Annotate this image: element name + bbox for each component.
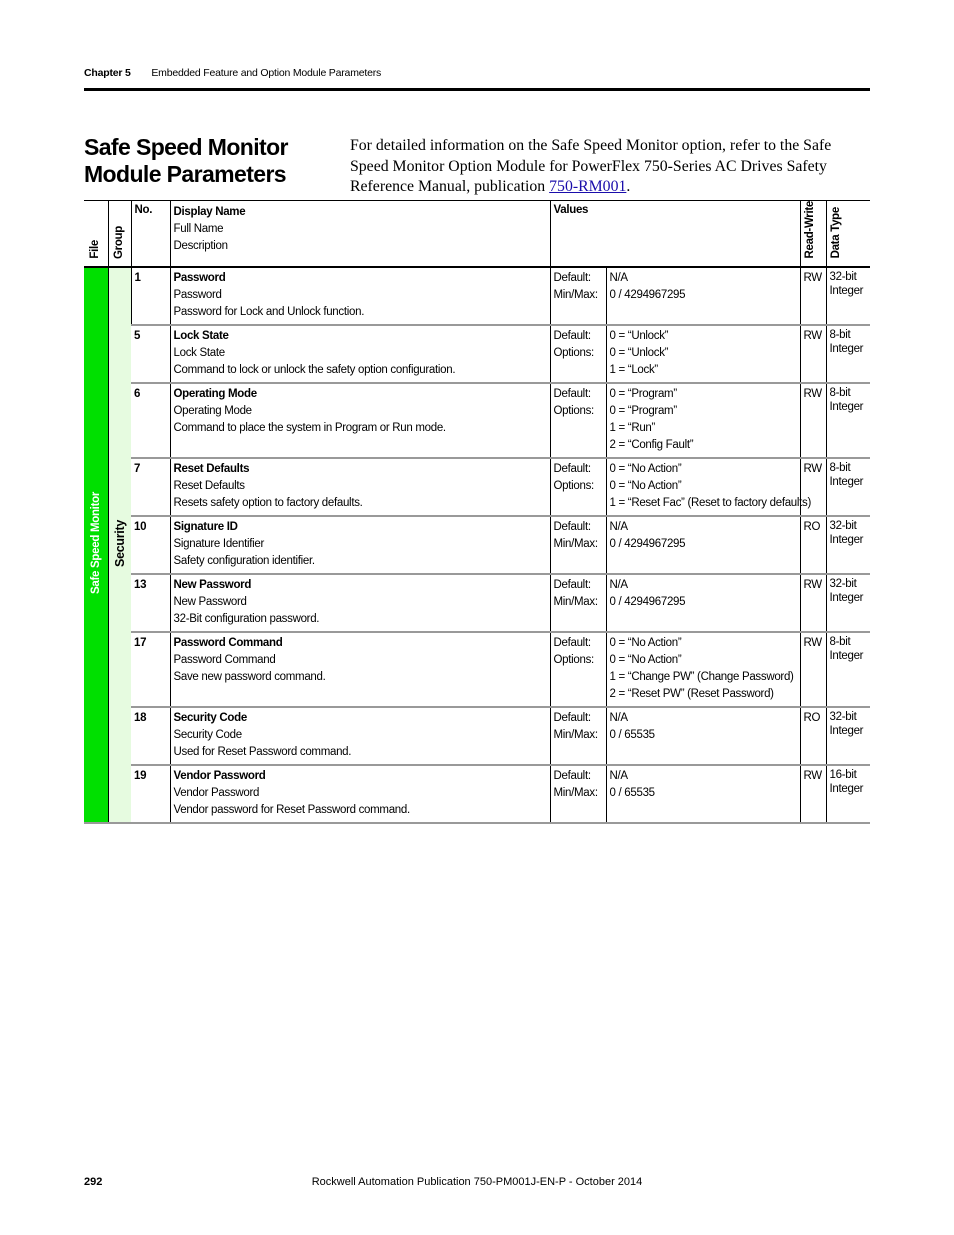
data-type-kind: Integer bbox=[829, 649, 864, 662]
table-row bbox=[84, 383, 870, 458]
data-type-kind: Integer bbox=[829, 724, 864, 737]
header-group bbox=[108, 201, 131, 267]
param-name-cell bbox=[170, 574, 550, 632]
data-type-kind: Integer bbox=[829, 782, 864, 795]
display-name: Password bbox=[173, 271, 226, 284]
read-write-cell: RW bbox=[800, 765, 826, 823]
description: Vendor password for Reset Password command. bbox=[173, 803, 410, 816]
value-label: Default: bbox=[553, 769, 591, 782]
data-type-kind: Integer bbox=[829, 591, 864, 604]
value-item: 0 / 4294967295 bbox=[609, 288, 686, 301]
value-label: Default: bbox=[553, 329, 591, 342]
value-label: Min/Max: bbox=[553, 537, 598, 550]
value-item: N/A bbox=[609, 578, 628, 591]
value-labels-cell bbox=[550, 707, 606, 765]
data-type-cell bbox=[826, 325, 870, 383]
parameter-table bbox=[84, 200, 870, 824]
data-type-cell bbox=[826, 765, 870, 823]
value-item: 1 = “Run” bbox=[609, 421, 656, 434]
group-cell bbox=[108, 267, 131, 823]
full-name: Signature Identifier bbox=[173, 537, 265, 550]
values-cell bbox=[606, 267, 800, 325]
value-item: 0 = “Program” bbox=[609, 387, 677, 400]
table-row bbox=[84, 765, 870, 823]
full-name: Vendor Password bbox=[173, 786, 260, 799]
param-number: 13 bbox=[131, 574, 170, 632]
value-labels-cell bbox=[550, 325, 606, 383]
file-cell bbox=[84, 267, 108, 823]
description: Resets safety option to factory defaults. bbox=[173, 496, 363, 509]
intro-end: . bbox=[626, 178, 631, 195]
param-name-cell bbox=[170, 267, 550, 325]
param-name-cell bbox=[170, 765, 550, 823]
vertical-label: Safe Speed Monitor bbox=[89, 492, 102, 594]
data-type-kind: Integer bbox=[829, 284, 864, 297]
table-row bbox=[84, 267, 870, 325]
param-number: 19 bbox=[131, 765, 170, 823]
table-row bbox=[84, 632, 870, 707]
value-label: Options: bbox=[553, 653, 594, 666]
description: Safety configuration identifier. bbox=[173, 554, 315, 567]
values-cell bbox=[606, 574, 800, 632]
value-labels-cell bbox=[550, 383, 606, 458]
value-label: Default: bbox=[553, 636, 591, 649]
value-label: Min/Max: bbox=[553, 786, 598, 799]
param-name-cell bbox=[170, 516, 550, 574]
display-name: Operating Mode bbox=[173, 387, 257, 400]
value-item: N/A bbox=[609, 769, 628, 782]
vertical-label: Group bbox=[112, 225, 125, 259]
running-header bbox=[84, 67, 381, 79]
value-label: Options: bbox=[553, 404, 594, 417]
table-row bbox=[84, 707, 870, 765]
value-item: 0 = “No Action” bbox=[609, 636, 682, 649]
data-type-kind: Integer bbox=[829, 533, 864, 546]
data-type-cell bbox=[826, 707, 870, 765]
data-type-size: 32-bit bbox=[829, 577, 857, 590]
value-item: 1 = “Change PW” (Change Password) bbox=[609, 670, 794, 683]
data-type-size: 16-bit bbox=[829, 768, 857, 781]
data-type-kind: Integer bbox=[829, 475, 864, 488]
full-name: Password bbox=[173, 288, 222, 301]
data-type-size: 8-bit bbox=[829, 386, 851, 399]
read-write-cell: RW bbox=[800, 325, 826, 383]
vertical-label: File bbox=[89, 239, 101, 259]
page-number: 292 bbox=[84, 1176, 103, 1188]
value-item: 0 / 4294967295 bbox=[609, 595, 686, 608]
chapter-label: Chapter 5 bbox=[84, 67, 131, 79]
description: Command to place the system in Program or Run mode. bbox=[173, 421, 446, 434]
value-item: 0 = “No Action” bbox=[609, 479, 682, 492]
value-item: 0 = “Unlock” bbox=[609, 346, 669, 359]
values-cell bbox=[606, 325, 800, 383]
param-number: 7 bbox=[131, 458, 170, 516]
page-title: Safe Speed Monitor Module Parameters bbox=[84, 134, 288, 187]
value-label: Options: bbox=[553, 346, 594, 359]
value-label: Min/Max: bbox=[553, 728, 598, 741]
vertical-label: Read-Write bbox=[803, 201, 816, 259]
param-number: 18 bbox=[131, 707, 170, 765]
param-number: 5 bbox=[131, 325, 170, 383]
value-item: 0 / 65535 bbox=[609, 786, 655, 799]
values-cell bbox=[606, 458, 812, 516]
param-name-cell bbox=[170, 325, 550, 383]
value-label: Options: bbox=[553, 479, 594, 492]
data-type-size: 8-bit bbox=[829, 328, 851, 341]
value-item: 0 = “Program” bbox=[609, 404, 677, 417]
value-labels-cell bbox=[550, 574, 606, 632]
values-cell bbox=[606, 632, 800, 707]
data-type-size: 8-bit bbox=[829, 461, 851, 474]
header-rule bbox=[84, 88, 870, 91]
data-type-kind: Integer bbox=[829, 342, 864, 355]
data-type-cell bbox=[826, 267, 870, 325]
description: Password for Lock and Unlock function. bbox=[173, 305, 365, 318]
read-write-cell: RW bbox=[800, 458, 826, 516]
display-name: Security Code bbox=[173, 711, 247, 724]
full-name: Password Command bbox=[173, 653, 276, 666]
data-type-kind: Integer bbox=[829, 400, 864, 413]
param-name-cell bbox=[170, 458, 550, 516]
read-write-cell: RW bbox=[800, 267, 826, 325]
read-write-cell: RO bbox=[800, 707, 826, 765]
data-type-cell bbox=[826, 632, 870, 707]
display-name: Lock State bbox=[173, 329, 229, 342]
full-name: Security Code bbox=[173, 728, 242, 741]
data-type-size: 32-bit bbox=[829, 710, 857, 723]
full-name: New Password bbox=[173, 595, 247, 608]
values-cell bbox=[606, 765, 800, 823]
read-write-cell: RW bbox=[800, 383, 826, 458]
value-item: 2 = “Config Fault” bbox=[609, 438, 694, 451]
param-number: 17 bbox=[131, 632, 170, 707]
value-item: N/A bbox=[609, 271, 628, 284]
description: 32-Bit configuration password. bbox=[173, 612, 320, 625]
read-write-cell: RO bbox=[800, 516, 826, 574]
data-type-cell bbox=[826, 458, 870, 516]
intro-paragraph bbox=[350, 136, 870, 198]
value-label: Default: bbox=[553, 387, 591, 400]
value-label: Default: bbox=[553, 462, 591, 475]
full-name: Operating Mode bbox=[173, 404, 252, 417]
vertical-label: Data Type bbox=[829, 207, 842, 259]
table-row bbox=[84, 325, 870, 383]
value-labels-cell bbox=[550, 516, 606, 574]
data-type-size: 8-bit bbox=[829, 635, 851, 648]
param-name-cell bbox=[170, 632, 550, 707]
description: Used for Reset Password command. bbox=[173, 745, 352, 758]
table-header-row bbox=[84, 201, 870, 267]
value-item: N/A bbox=[609, 711, 628, 724]
header-display-name: Display Name Full Name Description bbox=[170, 201, 550, 267]
header-data-type bbox=[826, 201, 870, 267]
display-name: Reset Defaults bbox=[173, 462, 250, 475]
data-type-cell bbox=[826, 383, 870, 458]
value-label: Default: bbox=[553, 578, 591, 591]
footer-publication: Rockwell Automation Publication 750-PM001J-EN-P - October 2014 bbox=[311, 1176, 643, 1188]
intro-text: For detailed information on the Safe Speed Monitor option, refer to the Safe Speed Monitor Option Module for PowerFlex 750-Series AC Drives Safety Reference Manual, publication bbox=[350, 137, 832, 195]
value-item: 0 / 4294967295 bbox=[609, 537, 686, 550]
description: Command to lock or unlock the safety option configuration. bbox=[173, 363, 456, 376]
display-name: New Password bbox=[173, 578, 252, 591]
table-row bbox=[84, 458, 870, 516]
header-values: Values bbox=[550, 201, 800, 267]
value-labels-cell bbox=[550, 765, 606, 823]
full-name: Reset Defaults bbox=[173, 479, 245, 492]
values-cell bbox=[606, 707, 800, 765]
value-label: Min/Max: bbox=[553, 288, 598, 301]
value-item: 0 / 65535 bbox=[609, 728, 655, 741]
read-write-cell: RW bbox=[800, 574, 826, 632]
table-row bbox=[84, 574, 870, 632]
display-name: Vendor Password bbox=[173, 769, 266, 782]
param-name-cell bbox=[170, 707, 550, 765]
header-file bbox=[84, 201, 108, 267]
data-type-size: 32-bit bbox=[829, 270, 857, 283]
param-number: 1 bbox=[131, 267, 170, 325]
value-item: 0 = “Unlock” bbox=[609, 329, 669, 342]
display-name: Password Command bbox=[173, 636, 283, 649]
value-label: Min/Max: bbox=[553, 595, 598, 608]
display-name: Signature ID bbox=[173, 520, 238, 533]
header-no: No. bbox=[131, 201, 170, 267]
value-item: 0 = “No Action” bbox=[609, 653, 682, 666]
param-number: 6 bbox=[131, 383, 170, 458]
value-label: Default: bbox=[553, 711, 591, 724]
param-name-cell bbox=[170, 383, 550, 458]
param-number: 10 bbox=[131, 516, 170, 574]
publication-link[interactable]: 750-RM001 bbox=[549, 178, 627, 195]
read-write-cell: RW bbox=[800, 632, 826, 707]
data-type-size: 32-bit bbox=[829, 519, 857, 532]
table-row bbox=[84, 516, 870, 574]
full-name: Lock State bbox=[173, 346, 225, 359]
description: Save new password command. bbox=[173, 670, 326, 683]
value-item: N/A bbox=[609, 520, 628, 533]
vertical-label: Security bbox=[112, 519, 127, 567]
value-labels-cell bbox=[550, 267, 606, 325]
value-labels-cell bbox=[550, 632, 606, 707]
section-label: Embedded Feature and Option Module Parameters bbox=[151, 67, 382, 79]
value-label: Default: bbox=[553, 271, 591, 284]
values-cell bbox=[606, 516, 800, 574]
value-item: 0 = “No Action” bbox=[609, 462, 682, 475]
value-labels-cell bbox=[550, 458, 606, 516]
data-type-cell bbox=[826, 516, 870, 574]
value-item: 2 = “Reset PW” (Reset Password) bbox=[609, 687, 774, 700]
header-read-write bbox=[800, 201, 826, 267]
values-cell bbox=[606, 383, 800, 458]
value-item: 1 = “Lock” bbox=[609, 363, 658, 376]
value-label: Default: bbox=[553, 520, 591, 533]
value-item: 1 = “Reset Fac” (Reset to factory defaults) bbox=[609, 496, 812, 509]
data-type-cell bbox=[826, 574, 870, 632]
